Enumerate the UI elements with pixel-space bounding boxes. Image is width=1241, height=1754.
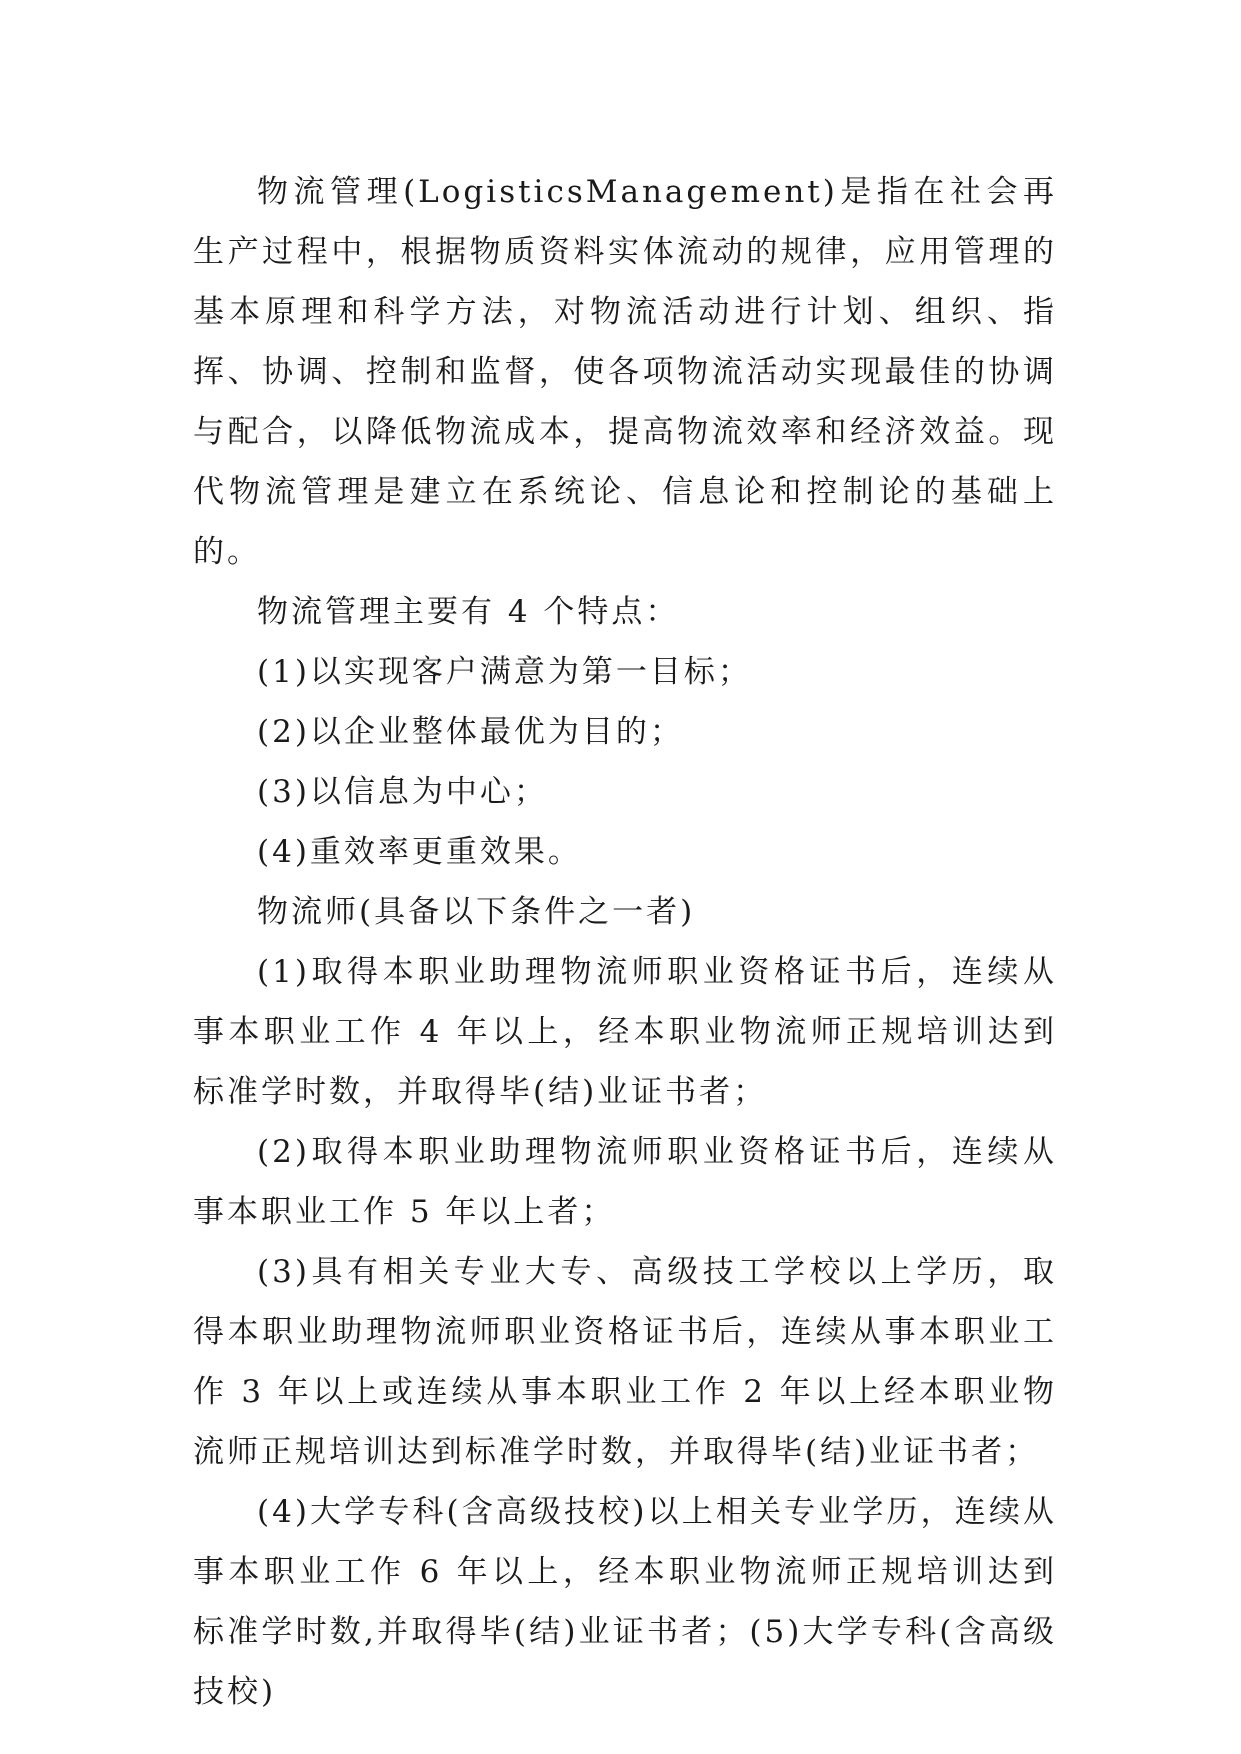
list-item-feature-3: (3)以信息为中心； xyxy=(257,774,548,810)
list-item-condition-4-5: (4)大学专科(含高级技校)以上相关专业学历，连续从事本职业工作 6 年以上，经本职业物流师正规培训达到标准学时数,并取得毕(结)业证书者；(5)大学专科(含高级技校) xyxy=(193,1494,1057,1710)
list-item-feature-4: (4)重效率更重效果。 xyxy=(257,834,582,870)
paragraph-logistician-conditions-heading: 物流师(具备以下条件之一者) xyxy=(257,894,696,930)
list-item-feature-1: (1)以实现客户满意为第一目标； xyxy=(257,654,752,690)
document-body xyxy=(193,162,1057,1722)
list-item-feature-2: (2)以企业整体最优为目的； xyxy=(257,714,684,750)
paragraph-logistics-definition: 物流管理(LogisticsManagement)是指在社会再生产过程中，根据物质资料实体流动的规律，应用管理的基本原理和科学方法，对物流活动进行计划、组织、指挥、协调、控制和监督，使各项物流活动实现最佳的协调与配合，以降低物流成本，提高物流效率和经济效益。现代物流管理是建立在系统论、信息论和控制论的基础上的。 xyxy=(193,174,1057,570)
list-item-condition-3: (3)具有相关专业大专、高级技工学校以上学历，取得本职业助理物流师职业资格证书后，连续从事本职业工作 3 年以上或连续从事本职业工作 2 年以上经本职业物流师正规培训达到标准学时数，并取得毕(结)业证书者； xyxy=(193,1254,1057,1470)
list-item-condition-1: (1)取得本职业助理物流师职业资格证书后，连续从事本职业工作 4 年以上，经本职业物流师正规培训达到标准学时数，并取得毕(结)业证书者； xyxy=(193,954,1057,1110)
list-item-condition-2: (2)取得本职业助理物流师职业资格证书后，连续从事本职业工作 5 年以上者； xyxy=(193,1134,1057,1230)
paragraph-features-intro: 物流管理主要有 4 个特点： xyxy=(257,594,680,630)
